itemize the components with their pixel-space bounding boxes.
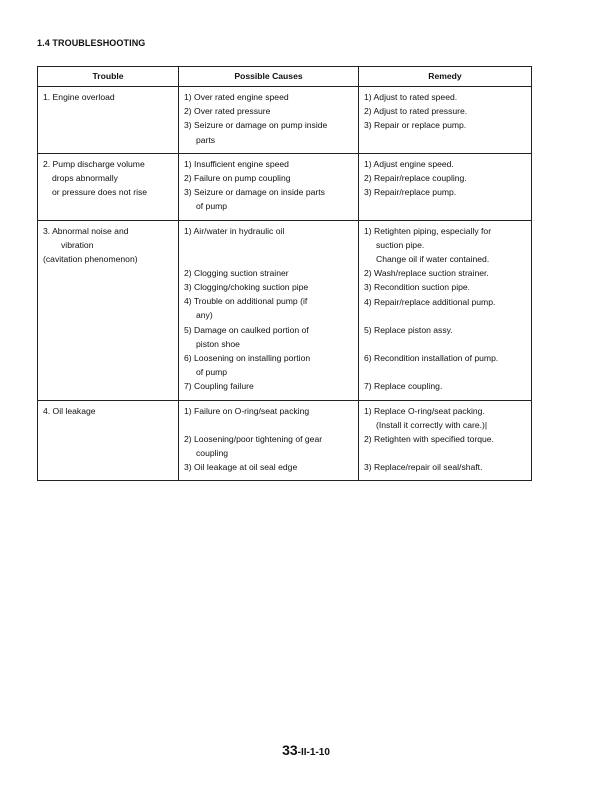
spacer: [184, 252, 355, 266]
trouble-text: (cavitation phenomenon): [43, 254, 138, 265]
spacer: [364, 309, 528, 323]
remedy-text: 3) Replace/repair oil seal/shaft.: [364, 462, 483, 473]
remedy-text: 3) Repair or replace pump.: [364, 120, 467, 131]
remedy-cell: [359, 220, 532, 400]
header-trouble: Trouble: [38, 67, 179, 87]
cause-text: 4) Trouble on additional pump (if: [184, 296, 308, 307]
remedy-text: 2) Retighten with specified torque.: [364, 434, 494, 445]
header-row: [38, 67, 532, 87]
cause-text: 5) Damage on caulked portion of: [184, 324, 309, 335]
remedy-text: 2) Adjust to rated pressure.: [364, 106, 468, 117]
header-possible-causes: Possible Causes: [179, 67, 359, 87]
remedy-text: (Install it correctly with care.)|: [376, 419, 488, 430]
cause-text: piston shoe: [196, 338, 240, 349]
cause-text: 3) Clogging/choking suction pipe: [184, 282, 309, 293]
cause-text: 2) Failure on pump coupling: [184, 173, 291, 184]
remedy-cell: [359, 87, 532, 154]
table-row: [38, 87, 532, 154]
cause-text: 3) Oil leakage at oil seal edge: [184, 462, 298, 473]
trouble-text: or pressure does not rise: [52, 187, 148, 198]
causes-cell: [179, 400, 359, 481]
trouble-text: 3. Abnormal noise and: [43, 225, 129, 236]
cause-text: any): [196, 310, 213, 321]
causes-cell: [179, 153, 359, 220]
cause-text: 6) Loosening on installing portion: [184, 353, 311, 364]
remedy-text: 6) Recondition installation of pump.: [364, 353, 499, 364]
cause-text: 7) Coupling failure: [184, 381, 254, 392]
cause-text: 1) Over rated engine speed: [184, 92, 289, 102]
cause-text: 1) Air/water in hydraulic oil: [184, 225, 285, 236]
remedy-text: 1) Retighten piping, especially for: [364, 225, 492, 236]
table-row: [38, 153, 532, 220]
remedy-cell: [359, 153, 532, 220]
remedy-text: 2) Repair/replace coupling.: [364, 173, 467, 184]
spacer: [364, 337, 528, 351]
troubleshooting-table: [37, 66, 532, 481]
remedy-text: 5) Replace piston assy.: [364, 324, 453, 335]
table-row: [38, 400, 532, 481]
remedy-text: 1) Adjust engine speed.: [364, 158, 454, 169]
trouble-cell: [38, 153, 179, 220]
remedy-text: 4) Repair/replace additional pump.: [364, 296, 496, 307]
header-remedy: Remedy: [359, 67, 532, 87]
trouble-text: 1. Engine overload: [43, 92, 115, 102]
cause-text: 2) Loosening/poor tightening of gear: [184, 433, 323, 444]
remedy-text: 1) Adjust to rated speed.: [364, 92, 458, 102]
table-row: [38, 220, 532, 400]
cause-text: 1) Failure on O-ring/seat packing: [184, 405, 310, 416]
remedy-text: Change oil if water contained.: [376, 254, 490, 265]
spacer: [184, 238, 355, 252]
remedy-text: 3) Repair/replace pump.: [364, 187, 457, 198]
trouble-text: vibration: [61, 239, 94, 250]
cause-text: of pump: [196, 201, 228, 212]
trouble-cell: [38, 87, 179, 154]
trouble-cell: [38, 400, 179, 481]
causes-cell: [179, 220, 359, 400]
remedy-text: 1) Replace O-ring/seat packing.: [364, 405, 485, 416]
spacer: [364, 446, 528, 460]
spacer: [364, 365, 528, 379]
causes-cell: [179, 87, 359, 154]
trouble-cell: [38, 220, 179, 400]
remedy-text: suction pipe.: [376, 239, 425, 250]
cause-text: coupling: [196, 448, 229, 459]
cause-text: 3) Seizure or damage on pump inside: [184, 120, 328, 131]
cause-text: parts: [196, 134, 216, 145]
remedy-cell: [359, 400, 532, 481]
remedy-text: 7) Replace coupling.: [364, 381, 443, 392]
cause-text: 2) Over rated pressure: [184, 106, 271, 117]
trouble-text: 2. Pump discharge volume: [43, 158, 145, 169]
page-number-main: 33: [282, 742, 298, 758]
cause-text: 1) Insufficient engine speed: [184, 158, 289, 169]
spacer: [184, 418, 355, 432]
remedy-text: 3) Recondition suction pipe.: [364, 282, 471, 293]
remedy-text: 2) Wash/replace suction strainer.: [364, 268, 489, 279]
cause-text: 2) Clogging suction strainer: [184, 267, 289, 278]
cause-text: of pump: [196, 367, 228, 378]
trouble-text: drops abnormally: [52, 173, 118, 184]
trouble-text: 4. Oil leakage: [43, 405, 96, 416]
section-title: 1.4 TROUBLESHOOTING: [37, 38, 146, 48]
cause-text: 3) Seizure or damage on inside parts: [184, 187, 325, 198]
page-number-sub: -II-1-10: [297, 747, 330, 758]
page-number: [0, 742, 612, 760]
